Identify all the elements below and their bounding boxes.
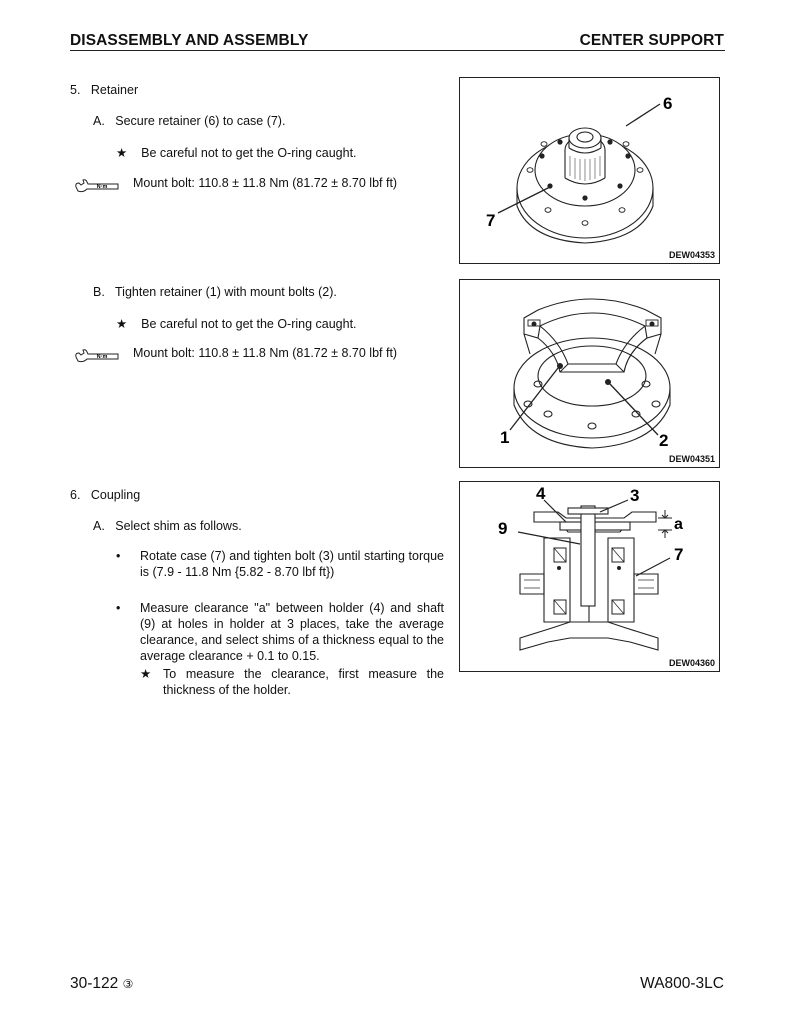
callout-7: 7 xyxy=(486,211,496,230)
torque-spec: Mount bolt: 110.8 ± 11.8 Nm (81.72 ± 8.70 lbf ft) xyxy=(133,346,398,360)
step-text: Tighten retainer (1) with mount bolts (2). xyxy=(115,285,337,299)
model-number: WA800-3LC xyxy=(640,975,724,992)
torque-label: N·m xyxy=(96,354,108,360)
step-letter: B. xyxy=(93,285,105,299)
figure-id: DEW04351 xyxy=(668,454,715,464)
figure-retainer-bolts xyxy=(459,279,720,468)
star-icon: ★ xyxy=(116,317,128,331)
section-5-heading xyxy=(70,82,138,98)
callout-1: 1 xyxy=(500,428,510,447)
note-5a xyxy=(116,145,357,161)
bullet-text: Measure clearance "a" between holder (4) and shaft (9) at holes in holder at 3 places, take the average clearance, and select shims of a thickness equal to the average clearance + 0.1 to 0.15. xyxy=(140,601,444,663)
star-icon: ★ xyxy=(116,146,128,160)
header-rule xyxy=(70,50,725,51)
section-number: 6. xyxy=(70,488,81,502)
note-5b xyxy=(116,316,357,332)
figure-retainer-install xyxy=(459,77,720,264)
section-title: Coupling xyxy=(90,488,141,502)
header-title: DISASSEMBLY AND ASSEMBLY xyxy=(70,32,309,49)
note-text: Be careful not to get the O-ring caught. xyxy=(141,146,357,160)
header-section: CENTER SUPPORT xyxy=(579,32,724,49)
step-text: Secure retainer (6) to case (7). xyxy=(115,114,286,128)
figure-coupling-section xyxy=(459,481,720,672)
torque-spec: Mount bolt: 110.8 ± 11.8 Nm (81.72 ± 8.70 lbf ft) xyxy=(133,176,398,190)
section-number: 5. xyxy=(70,83,81,97)
step-6a xyxy=(93,518,242,534)
step-5a xyxy=(93,113,285,129)
bullet-marker: • xyxy=(116,601,121,615)
step-text: Select shim as follows. xyxy=(115,519,242,533)
bullet-text: Rotate case (7) and tighten bolt (3) until starting torque is (7.9 - 11.8 Nm {5.82 - 8.70 lbf ft}) xyxy=(140,549,444,579)
callout-6: 6 xyxy=(663,94,673,113)
step-letter: A. xyxy=(93,519,105,533)
callout-9: 9 xyxy=(498,519,508,538)
callout-3: 3 xyxy=(630,486,640,505)
note-text: To measure the clearance, first measure the thickness of the holder. xyxy=(163,667,444,697)
revision-mark: ③ xyxy=(122,977,134,991)
step-letter: A. xyxy=(93,114,105,128)
section-title: Retainer xyxy=(90,83,139,97)
star-icon: ★ xyxy=(140,667,152,681)
note-text: Be careful not to get the O-ring caught. xyxy=(141,317,357,331)
figure-id: DEW04360 xyxy=(668,658,715,668)
callout-2: 2 xyxy=(659,431,669,450)
callout-a: a xyxy=(674,516,683,533)
torque-label: N·m xyxy=(96,184,108,190)
bullet-marker: • xyxy=(116,549,121,563)
page-number: 30-122 xyxy=(70,975,119,992)
torque-wrench-icon xyxy=(74,174,120,199)
page-number-block xyxy=(70,975,133,993)
callout-4: 4 xyxy=(536,484,546,503)
callout-7: 7 xyxy=(674,545,684,564)
section-6-heading xyxy=(70,487,140,503)
figure-id: DEW04353 xyxy=(668,250,715,260)
step-5b xyxy=(93,284,337,300)
torque-wrench-icon xyxy=(74,344,120,369)
